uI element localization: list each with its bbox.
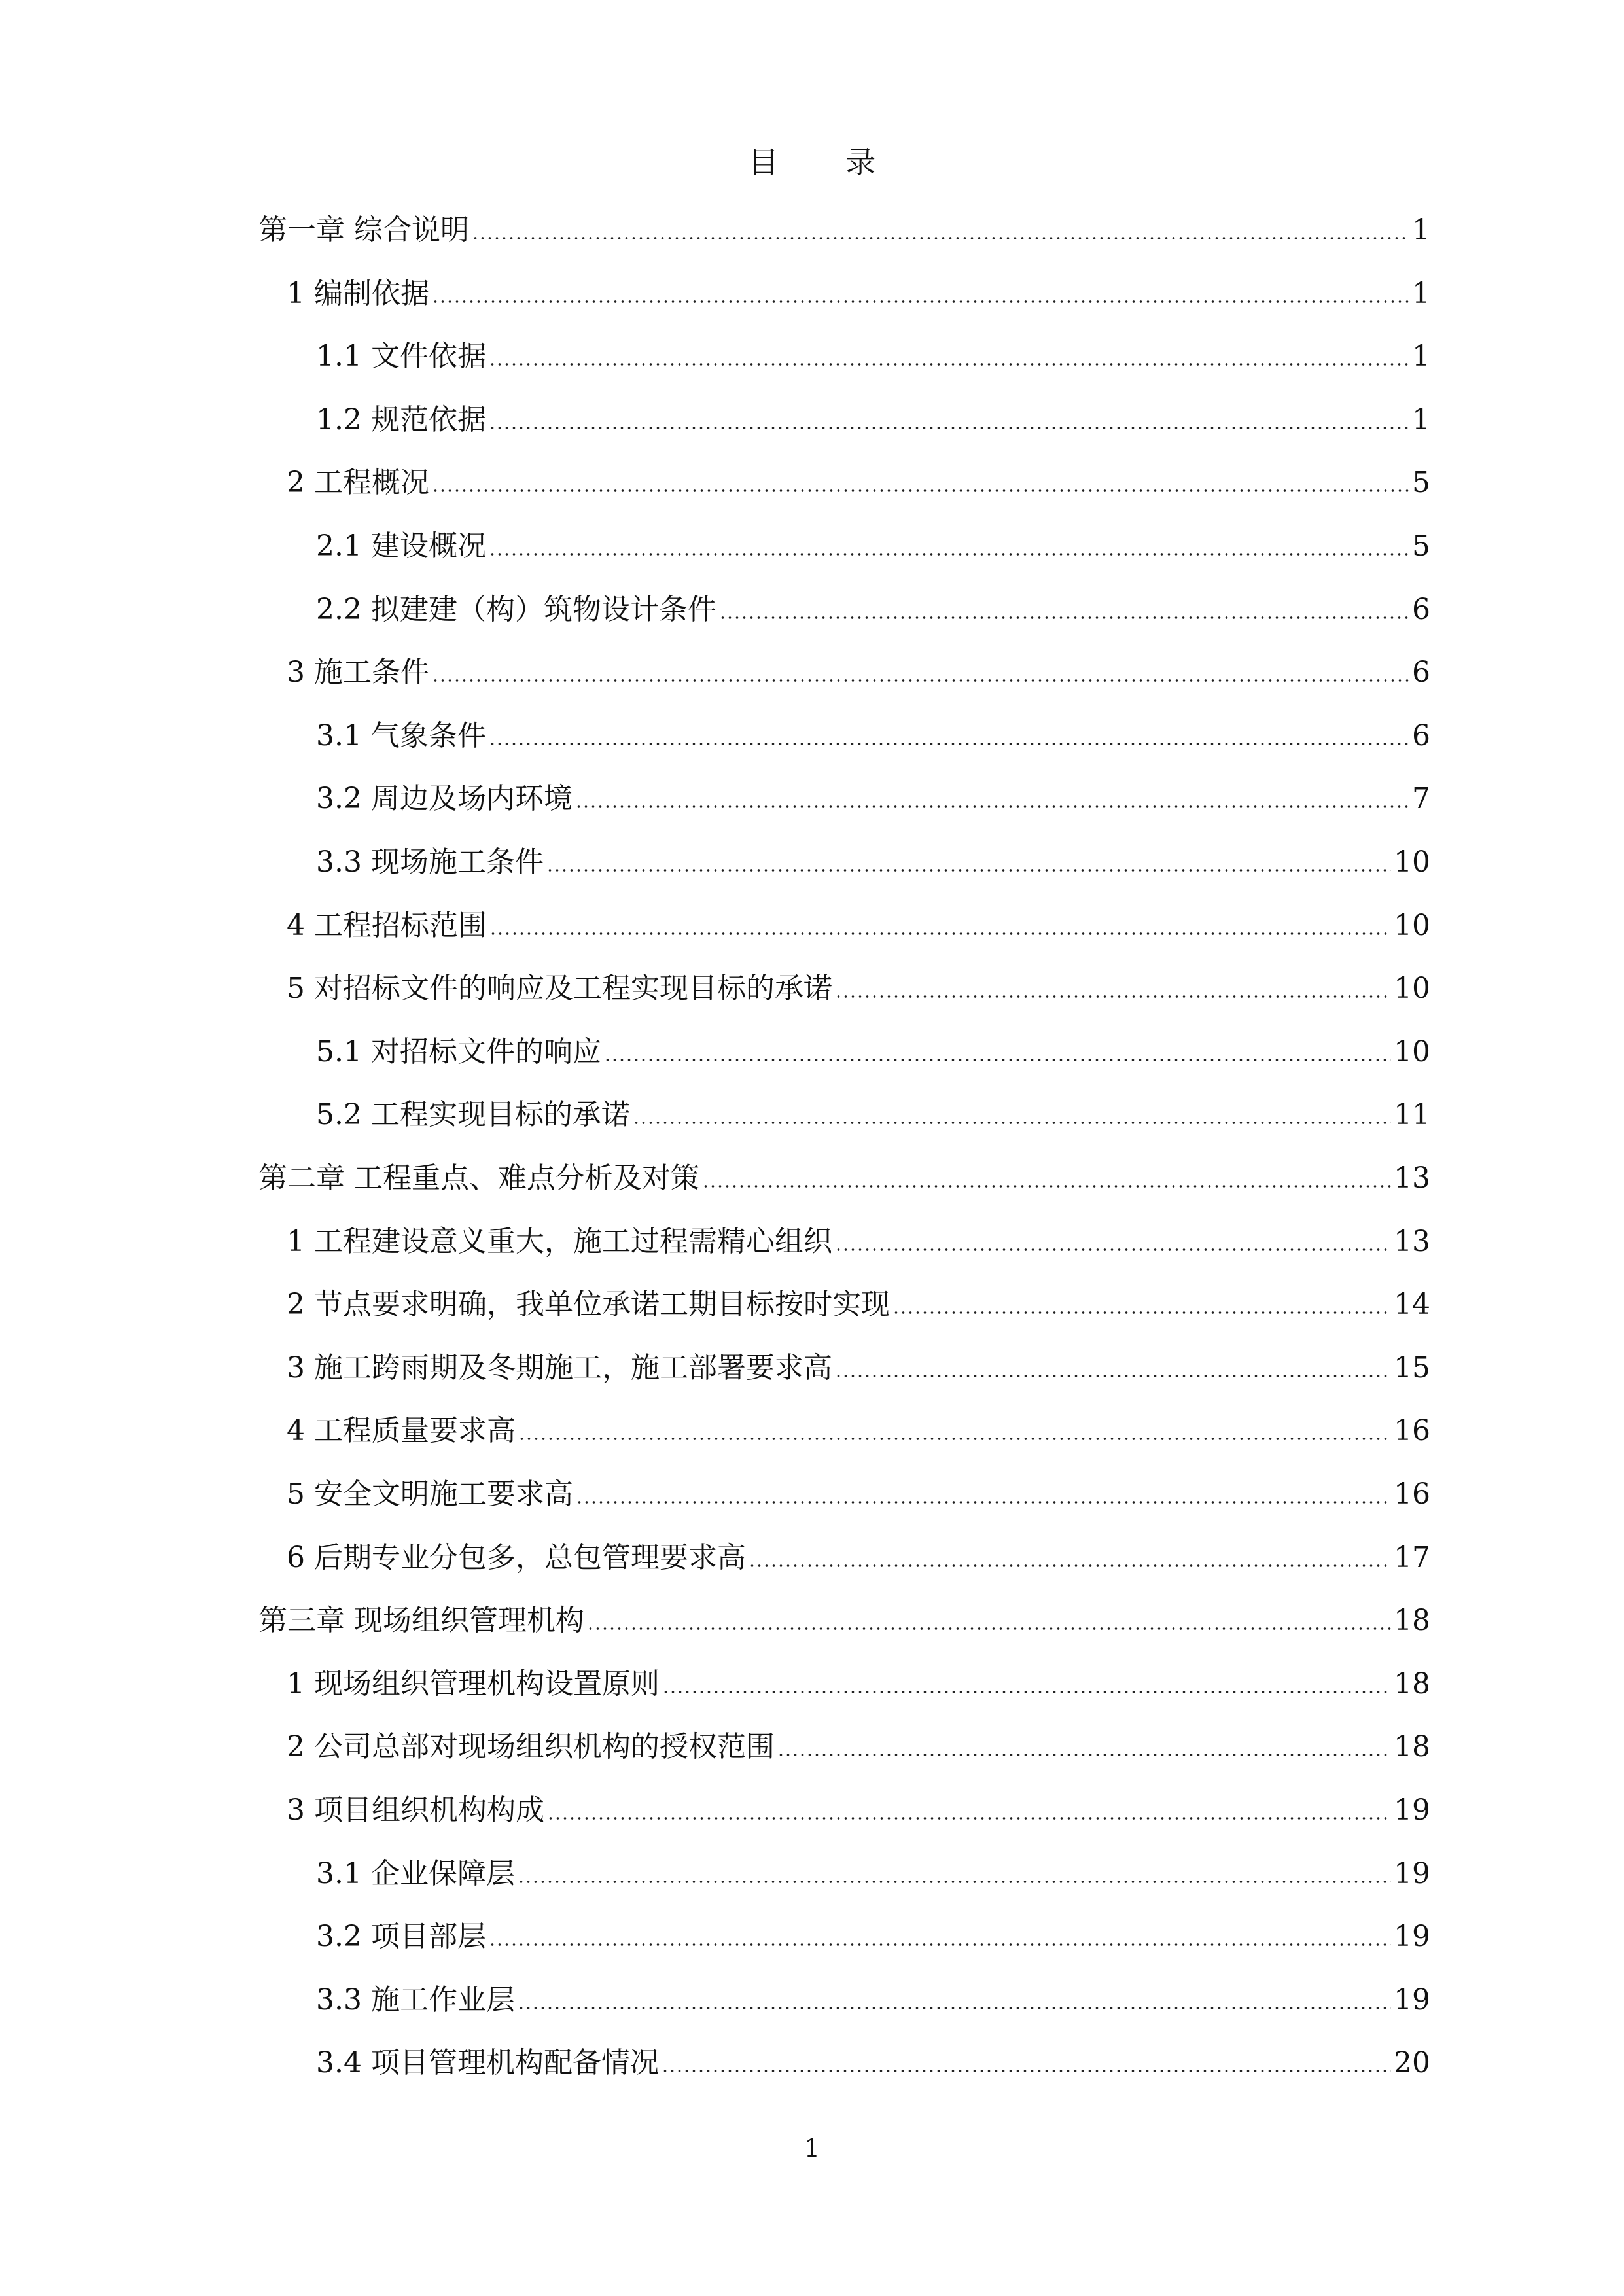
toc-entry-label: 4 工程质量要求高 [287, 1414, 516, 1448]
toc-entry[interactable] [316, 1917, 1430, 1956]
toc-entry[interactable] [287, 1727, 1430, 1767]
toc-entry[interactable] [287, 463, 1430, 503]
toc-entry-page-number: 1 [1412, 276, 1430, 310]
dot-leader [702, 1184, 1391, 1189]
toc-entry[interactable] [287, 1475, 1430, 1514]
toc-entry[interactable] [316, 527, 1430, 566]
dot-leader [835, 1373, 1391, 1379]
toc-entry-page-number: 18 [1394, 1604, 1430, 1638]
dot-leader [489, 552, 1409, 557]
toc-entry-label: 3.1 企业保障层 [316, 1856, 515, 1890]
footer-page-number: 1 [803, 2134, 821, 2163]
toc-entry-label: 第三章 现场组织管理机构 [258, 1604, 584, 1638]
toc-entry[interactable] [258, 211, 1430, 250]
toc-entry-label: 2 工程概况 [287, 466, 429, 500]
toc-entry[interactable] [258, 1601, 1430, 1640]
toc-entry-page-number: 16 [1394, 1414, 1430, 1448]
dot-leader [835, 994, 1391, 999]
toc-entry[interactable] [287, 1538, 1430, 1578]
dot-leader [547, 1816, 1391, 1821]
toc-entry-page-number: 19 [1394, 1983, 1430, 2017]
toc-entry-label: 1 工程建设意义重大，施工过程需精心组织 [287, 1224, 832, 1258]
toc-entry-page-number: 19 [1394, 1856, 1430, 1890]
toc-entry-page-number: 10 [1394, 845, 1430, 879]
toc-entry-label: 3.4 项目管理机构配备情况 [316, 2046, 659, 2080]
toc-entry[interactable] [316, 337, 1430, 376]
toc-entry-page-number: 5 [1412, 466, 1430, 500]
toc-entry-page-number: 13 [1394, 1161, 1430, 1195]
toc-entry[interactable] [287, 653, 1430, 692]
toc-entry-label: 3 项目组织机构构成 [287, 1793, 544, 1827]
toc-entry-label: 5.2 工程实现目标的承诺 [316, 1098, 630, 1132]
dot-leader [777, 1752, 1391, 1757]
toc-entry-page-number: 19 [1394, 1793, 1430, 1827]
toc-entry-label: 1 现场组织管理机构设置原则 [287, 1667, 660, 1701]
toc-entry-label: 2.1 建设概况 [316, 529, 486, 563]
toc-entry[interactable] [287, 906, 1430, 945]
toc-entry[interactable] [316, 843, 1430, 882]
toc-entry-page-number: 10 [1394, 1034, 1430, 1069]
toc-entry[interactable] [287, 1665, 1430, 1704]
toc-entry-page-number: 6 [1412, 592, 1430, 626]
dot-leader [662, 1689, 1391, 1695]
toc-entry[interactable] [287, 969, 1430, 1008]
toc-entry-label: 3.3 现场施工条件 [316, 845, 544, 879]
toc-entry-page-number: 13 [1394, 1224, 1430, 1258]
toc-entry[interactable] [316, 2043, 1430, 2083]
toc-entry-label: 4 工程招标范围 [287, 908, 487, 942]
dot-leader [489, 741, 1409, 747]
toc-entry[interactable] [316, 1033, 1430, 1072]
toc-entry[interactable] [316, 400, 1430, 440]
toc-entry-label: 2.2 拟建建（构）筑物设计条件 [316, 592, 716, 626]
toc-entry-page-number: 19 [1394, 1920, 1430, 1954]
dot-leader [835, 1247, 1391, 1252]
toc-entry-page-number: 15 [1394, 1351, 1430, 1385]
dot-leader [518, 2005, 1391, 2011]
toc-entry-page-number: 17 [1394, 1540, 1430, 1574]
dot-leader [546, 868, 1391, 873]
dot-leader [489, 1942, 1391, 1947]
toc-entry-label: 第二章 工程重点、难点分析及对策 [258, 1161, 699, 1195]
toc-entry-label: 5 安全文明施工要求高 [287, 1477, 573, 1511]
toc-entry-label: 第一章 综合说明 [258, 213, 469, 247]
toc-entry[interactable] [258, 1159, 1430, 1198]
toc-entry-label: 6 后期专业分包多，总包管理要求高 [287, 1540, 746, 1574]
toc-entry-page-number: 7 [1412, 782, 1430, 816]
toc-entry-page-number: 11 [1394, 1098, 1430, 1132]
toc-entry[interactable] [316, 1095, 1430, 1135]
dot-leader [432, 299, 1409, 304]
dot-leader [576, 1500, 1391, 1505]
toc-entry[interactable] [316, 716, 1430, 756]
toc-entry-label: 1.2 规范依据 [316, 402, 486, 436]
toc-entry[interactable] [316, 590, 1430, 629]
dot-leader [518, 1879, 1391, 1884]
toc-entry-label: 1.1 文件依据 [316, 340, 486, 374]
toc-entry-label: 3.1 气象条件 [316, 718, 486, 752]
toc-entry-label: 3.3 施工作业层 [316, 1983, 515, 2017]
toc-entry[interactable] [287, 1411, 1430, 1451]
toc-entry[interactable] [316, 1981, 1430, 2020]
toc-entry-label: 5.1 对招标文件的响应 [316, 1034, 601, 1069]
toc-entry[interactable] [287, 1349, 1430, 1388]
toc-entry-page-number: 14 [1394, 1288, 1430, 1322]
toc-entry-label: 3.2 周边及场内环境 [316, 782, 573, 816]
dot-leader [633, 1120, 1391, 1125]
toc-entry-label: 1 编制依据 [287, 276, 429, 310]
toc-entry-page-number: 10 [1394, 908, 1430, 942]
toc-entry-page-number: 18 [1394, 1730, 1430, 1764]
dot-leader [432, 678, 1409, 683]
toc-entry[interactable] [287, 1222, 1430, 1262]
toc-entry-page-number: 18 [1394, 1667, 1430, 1701]
toc-entry-page-number: 5 [1412, 529, 1430, 563]
page-title: 目 录 [748, 145, 905, 180]
toc-entry-page-number: 1 [1412, 402, 1430, 436]
toc-entry-label: 2 公司总部对现场组织机构的授权范围 [287, 1730, 775, 1764]
toc-entry[interactable] [287, 1285, 1430, 1324]
dot-leader [489, 931, 1391, 936]
toc-entry-label: 3.2 项目部层 [316, 1920, 486, 1954]
dot-leader [489, 362, 1409, 367]
toc-entry[interactable] [316, 1854, 1430, 1894]
toc-entry-page-number: 16 [1394, 1477, 1430, 1511]
toc-entry-page-number: 20 [1394, 2046, 1430, 2080]
toc-entry-page-number: 6 [1412, 656, 1430, 690]
dot-leader [518, 1436, 1391, 1441]
dot-leader [662, 2068, 1391, 2074]
dot-leader [472, 236, 1409, 241]
dot-leader [719, 615, 1409, 620]
toc-entry[interactable] [287, 274, 1430, 313]
toc-entry-label: 3 施工跨雨期及冬期施工，施工部署要求高 [287, 1351, 832, 1385]
toc-entry[interactable] [287, 1791, 1430, 1830]
dot-leader [587, 1626, 1391, 1631]
dot-leader [575, 804, 1409, 809]
dot-leader [892, 1310, 1391, 1315]
dot-leader [749, 1563, 1391, 1568]
toc-entry-page-number: 1 [1412, 213, 1430, 247]
toc-entry-label: 5 对招标文件的响应及工程实现目标的承诺 [287, 972, 832, 1006]
toc-entry-page-number: 6 [1412, 718, 1430, 752]
toc-entry-label: 3 施工条件 [287, 656, 429, 690]
toc-entry-page-number: 10 [1394, 972, 1430, 1006]
dot-leader [489, 425, 1409, 431]
toc-entry[interactable] [316, 779, 1430, 819]
toc-entry-page-number: 1 [1412, 340, 1430, 374]
dot-leader [432, 488, 1409, 493]
dot-leader [604, 1057, 1391, 1063]
toc-entry-label: 2 节点要求明确，我单位承诺工期目标按时实现 [287, 1288, 890, 1322]
